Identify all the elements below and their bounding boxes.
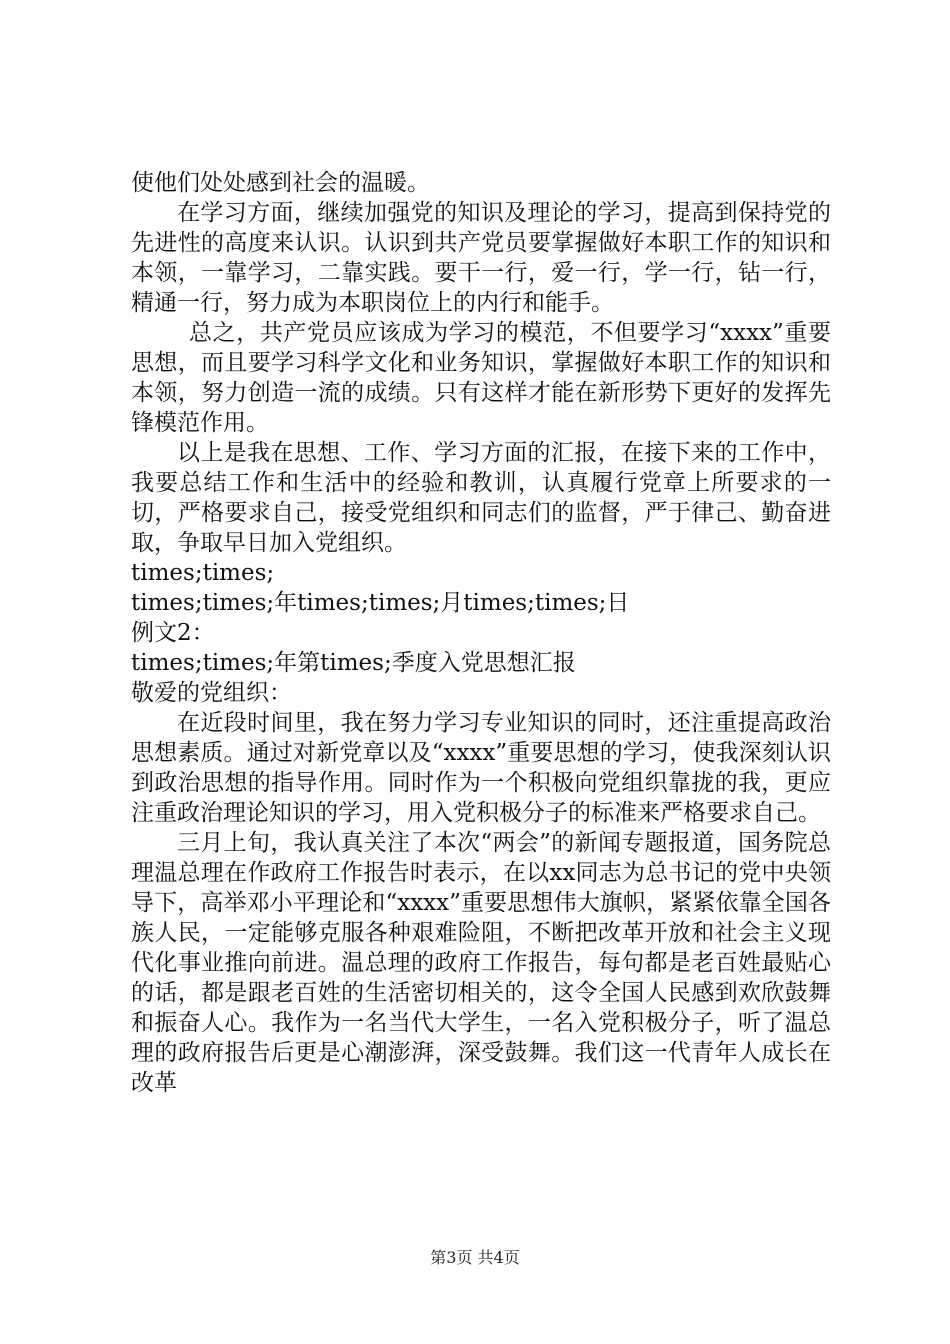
- document-body: [131, 168, 831, 1098]
- line-date: times;times;年times;times;月times;times;日: [131, 590, 630, 616]
- report-title: times;times;年第times;季度入党思想汇报: [131, 650, 576, 676]
- paragraph-3: 总之，共产党员应该成为学习的模范，不但要学习“xxxx”重要思想，而且要学习科学文化和业务知识，掌握做好本职工作的知识和本领，努力创造一流的成绩。只有这样才能在新形势下更好的发挥先锋模范作用。: [131, 320, 831, 436]
- paragraph-2: 在学习方面，继续加强党的知识及理论的学习，提高到保持党的先进性的高度来认识。认识到共产党员要掌握做好本职工作的知识和本领，一靠学习，二靠实践。要干一行，爱一行，学一行，钻一行，精通一行，努力成为本职岗位上的内行和能手。: [131, 200, 831, 316]
- paragraph-4: 以上是我在思想、工作、学习方面的汇报，在接下来的工作中，我要总结工作和生活中的经验和教训，认真履行党章上所要求的一切，严格要求自己，接受党组织和同志们的监督，严于律己、勤奋进取，争取早日加入党组织。: [131, 440, 831, 556]
- line-times-1: times;times;: [131, 560, 275, 586]
- salutation: 敬爱的党组织：: [131, 680, 292, 706]
- paragraph-5: 在近段时间里，我在努力学习专业知识的同时，还注重提高政治思想素质。通过对新党章以及“xxxx”重要思想的学习，使我深刻认识到政治思想的指导作用。同时作为一个积极向党组织靠拢的我，更应注重政治理论知识的学习，用入党积极分子的标准来严格要求自己。: [131, 710, 831, 826]
- page-number: 第3页 共4页: [430, 1248, 520, 1267]
- example-heading: 例文2：: [131, 620, 215, 646]
- paragraph-1: 使他们处处感到社会的温暖。: [131, 170, 430, 196]
- paragraph-6: 三月上旬，我认真关注了本次“两会”的新闻专题报道，国务院总理温总理在作政府工作报告时表示，在以xx同志为总书记的党中央领导下，高举邓小平理论和“xxxx”重要思想伟大旗帜，紧紧依靠全国各族人民，一定能够克服各种艰难险阻，不断把改革开放和社会主义现代化事业推向前进。温总理的政府工作报告，每句都是老百姓最贴心的话，都是跟老百姓的生活密切相关的，这令全国人民感到欢欣鼓舞和振奋人心。我作为一名当代大学生，一名入党积极分子，听了温总理的政府报告后更是心潮澎湃，深受鼓舞。我们这一代青年人成长在改革: [131, 830, 831, 1096]
